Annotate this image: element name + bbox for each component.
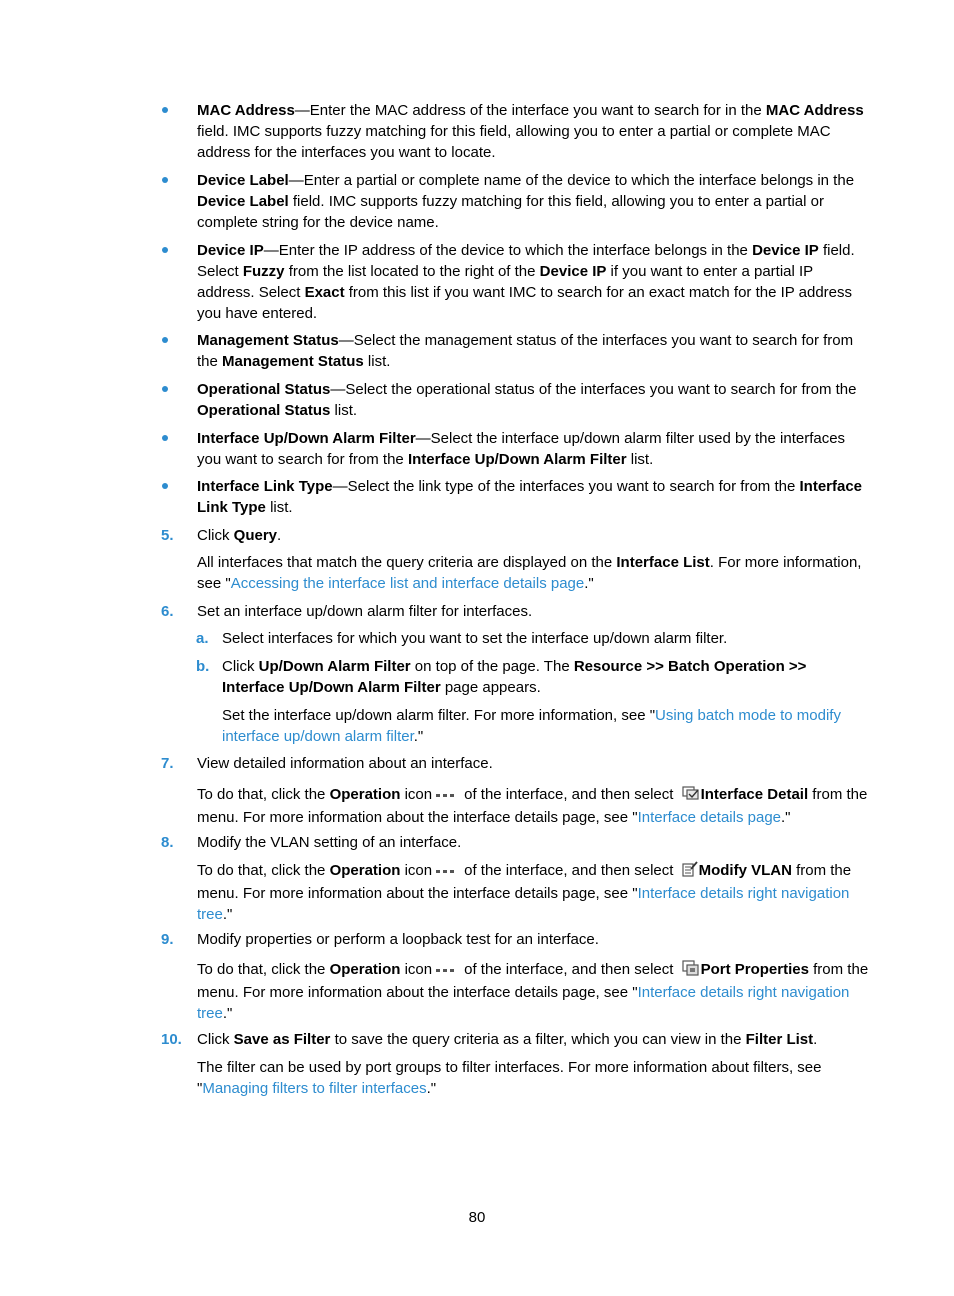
page-number: 80 bbox=[468, 1209, 486, 1226]
step-8-text: Modify the VLAN setting of an interface. bbox=[197, 834, 462, 851]
bullet-mac-address: MAC Address—Enter the MAC address of the interface you want to search for in the MAC Address field. IMC supports fuzzy matching for this field, allowing you to enter a partial or complete MAC address for the interfaces you want to locate. bbox=[197, 102, 864, 161]
step-9-text: Modify properties or perform a loopback test for an interface. bbox=[197, 931, 599, 948]
bullet-link-type: Interface Link Type—Select the link type of the interfaces you want to search for from the Interface Link Type list. bbox=[197, 478, 863, 516]
substep-label: a. bbox=[196, 630, 209, 647]
substep-b-paragraph: Set the interface up/down alarm filter. For more information, see "Using batch mode to modify interface up/down alarm filter." bbox=[222, 707, 841, 745]
bullet-device-label: Device Label—Enter a partial or complete name of the device to which the interface belongs in the Device Label field. IMC supports fuzzy matching for this field, allowing you to enter a partial or complete string for the device name. bbox=[197, 172, 855, 231]
step-7-paragraph: To do that, click the Operation icon of the interface, and then select Interface Detail from the menu. For more information about the interface details page, see "Interface details page." bbox=[197, 786, 868, 826]
step-5-text: Click Query. bbox=[197, 527, 282, 544]
bullet-device-ip: Device IP—Enter the IP address of the device to which the interface belongs in the Device IP field. Select Fuzzy from the list located to the right of the Device IP if you want to enter a partial IP address. Select Exact from this list if you want IMC to search for an exact match for the IP address you have entered. bbox=[197, 242, 855, 322]
interface-detail-icon bbox=[682, 785, 700, 807]
link-interface-details-nav-tree[interactable]: Interface details right navigation tree bbox=[197, 984, 850, 1022]
bullet-operational-status: Operational Status—Select the operational status of the interfaces you want to search for from the Operational Status list. bbox=[197, 381, 857, 419]
step-number: 10. bbox=[161, 1031, 182, 1048]
step-10-paragraph: The filter can be used by port groups to filter interfaces. For more information about filters, see "Managing filters to filter interfaces." bbox=[197, 1059, 822, 1097]
bullet-marker bbox=[162, 337, 168, 343]
step-number: 8. bbox=[161, 834, 174, 851]
step-number: 5. bbox=[161, 527, 174, 544]
bullet-management-status: Management Status—Select the management status of the interfaces you want to search for from the Management Status list. bbox=[197, 332, 854, 370]
step-6-text: Set an interface up/down alarm filter for interfaces. bbox=[197, 603, 533, 620]
step-number: 7. bbox=[161, 755, 174, 772]
link-interface-details-page[interactable]: Interface details page bbox=[637, 809, 782, 826]
operation-icon bbox=[436, 791, 458, 799]
substep-b-text: Click Up/Down Alarm Filter on top of the page. The Resource >> Batch Operation >> Interface Up/Down Alarm Filter page appears. bbox=[222, 658, 807, 696]
link-accessing-interface-list[interactable]: Accessing the interface list and interface details page bbox=[230, 575, 585, 592]
bullet-alarm-filter: Interface Up/Down Alarm Filter—Select the interface up/down alarm filter used by the interfaces you want to search for from the Interface Up/Down Alarm Filter list. bbox=[197, 430, 846, 468]
step-10-text: Click Save as Filter to save the query criteria as a filter, which you can view in the Filter List. bbox=[197, 1031, 818, 1048]
substep-label: b. bbox=[196, 658, 210, 675]
query-button-label: Query bbox=[233, 527, 278, 544]
bullet-marker bbox=[162, 177, 168, 183]
step-5-paragraph: All interfaces that match the query criteria are displayed on the Interface List. For more information, see "Accessing the interface list and interface details page." bbox=[197, 554, 862, 592]
step-number: 9. bbox=[161, 931, 174, 948]
modify-vlan-icon bbox=[682, 861, 698, 883]
port-properties-icon bbox=[682, 960, 700, 982]
link-batch-mode-alarm-filter[interactable]: Using batch mode to modify interface up/down alarm filter bbox=[222, 707, 841, 745]
bullet-marker bbox=[162, 483, 168, 489]
bullet-marker bbox=[162, 247, 168, 253]
step-7-text: View detailed information about an interface. bbox=[197, 755, 493, 772]
link-managing-filters[interactable]: Managing filters to filter interfaces bbox=[202, 1080, 427, 1097]
link-interface-details-nav-tree[interactable]: Interface details right navigation tree bbox=[197, 885, 850, 923]
step-9-paragraph: To do that, click the Operation icon of the interface, and then select Port Properties from the menu. For more information about the interface details page, see "Interface details right navigation tree." bbox=[197, 961, 869, 1022]
operation-icon bbox=[436, 867, 458, 875]
step-number: 6. bbox=[161, 603, 174, 620]
bullet-marker bbox=[162, 386, 168, 392]
bullet-marker bbox=[162, 107, 168, 113]
operation-icon bbox=[436, 966, 458, 974]
substep-a-text: Select interfaces for which you want to set the interface up/down alarm filter. bbox=[222, 630, 728, 647]
bullet-marker bbox=[162, 435, 168, 441]
step-8-paragraph: To do that, click the Operation icon of the interface, and then select Modify VLAN from the menu. For more information about the interface details page, see "Interface details right navigation tree." bbox=[197, 862, 852, 923]
